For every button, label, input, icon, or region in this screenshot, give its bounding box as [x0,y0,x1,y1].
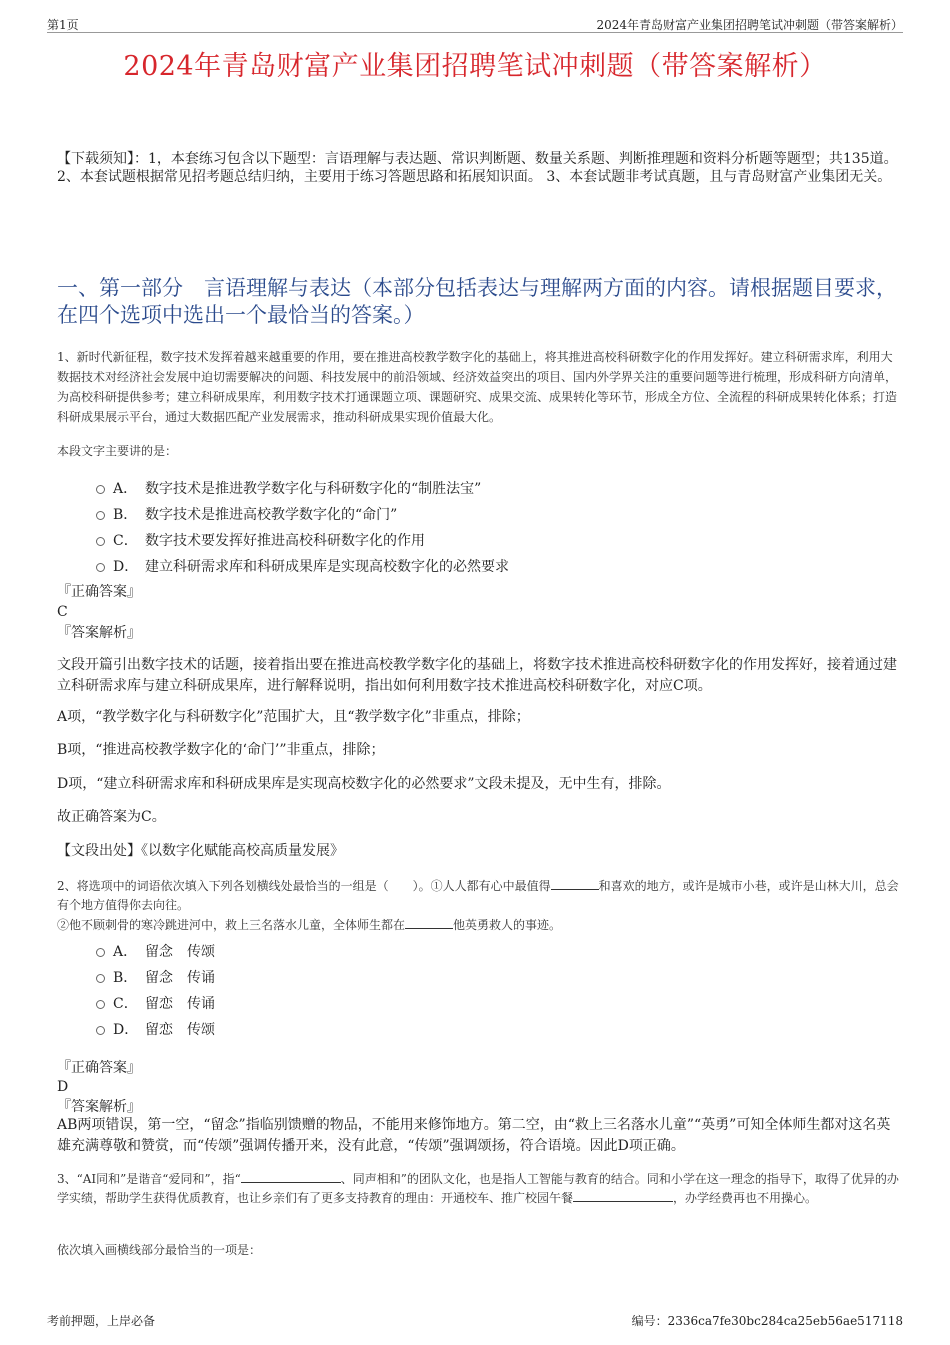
section-heading: 一、第一部分 言语理解与表达（本部分包括表达与理解两方面的内容。请根据题目要求，在四个选项中选出一个最恰当的答案。） [57,276,897,327]
q2-option-a[interactable]: A． 留念 传颂 [96,941,215,961]
q2-answer-label: 『正确答案』 [57,1060,141,1076]
q1-analysis: 文段开篇引出数字技术的话题，接着指出要在推进高校教学数字化的基础上，将数字技术推进高校科研数字化的作用发挥好，接着通过建立科研需求库与建立科研成果库，进行解释说明，指出如何利用数字技术推进高校科研数字化，对应C项。 [57,657,897,694]
blank-line [241,1182,341,1183]
q1-analysis-d: D项，“建立科研需求库和科研成果库是实现高校数字化的必然要求”文段未提及，无中生有，排除。 [57,776,671,792]
q2-option-c[interactable]: C． 留恋 传诵 [96,993,215,1013]
radio-icon[interactable] [96,485,105,494]
footer-code: 编号：2336ca7fe30bc284ca25eb56ae517118 [631,1314,903,1328]
q1-answer: C [57,604,68,620]
q2-analysis: AB两项错误，第一空，“留念”指临别馈赠的物品，不能用来修饰地方。第二空，由“救上三名落水儿童”“英勇”可知全体师生都对这名英雄充满尊敬和赞赏，而“传颂”强调传播开来，没有此意，“传颂”强调颂扬，符合语境。因此D项正确。 [57,1117,891,1154]
q2-option-b[interactable]: B． 留念 传诵 [96,967,215,987]
radio-icon[interactable] [96,1000,105,1009]
radio-icon[interactable] [96,974,105,983]
q1-option-b[interactable]: B． 数字技术是推进高校教学数字化的“命门” [96,504,397,524]
q2-answer: D [57,1079,69,1095]
page-header [47,14,903,33]
document-title: 2024年青岛财富产业集团招聘笔试冲刺题（带答案解析） [123,51,827,82]
q2-analysis-label: 『答案解析』 [57,1099,141,1115]
question-3-stem: 3、“AI同和”是谐音“爱同和”，指“ 、同声相和”的团队文化，也是指人工智能与教育的结合。同和小学在这一理念的指导下，取得了优异的办学实绩，帮助学生获得优质教育，也让乡亲们有了更多支持教育的理由：开通校车、推广校园午餐 ，办学经费再也不用操心。 [57,1172,899,1205]
q1-analysis-b: B项，“推进高校教学数字化的‘命门’”非重点，排除； [57,742,385,758]
blank-line [573,1201,673,1202]
question-1-prompt: 本段文字主要讲的是： [57,444,178,458]
q1-option-d[interactable]: D． 建立科研需求库和科研成果库是实现高校数字化的必然要求 [96,556,509,576]
q1-option-c[interactable]: C． 数字技术要发挥好推进高校科研数字化的作用 [96,530,425,550]
question-3-prompt: 依次填入画横线部分最恰当的一项是： [57,1243,262,1257]
radio-icon[interactable] [96,948,105,957]
footer-slogan: 考前押题，上岸必备 [47,1314,156,1328]
radio-icon[interactable] [96,537,105,546]
q1-analysis-a: A项，“教学数字化与科研数字化”范围扩大，且“教学数字化”非重点，排除； [57,709,530,725]
q2-option-d[interactable]: D． 留恋 传颂 [96,1019,215,1039]
q1-option-a[interactable]: A． 数字技术是推进教学数字化与科研数字化的“制胜法宝” [96,478,481,498]
q1-analysis-label: 『答案解析』 [57,625,141,641]
header-doc-title: 2024年青岛财富产业集团招聘笔试冲刺题（带答案解析） [596,18,903,32]
radio-icon[interactable] [96,511,105,520]
page-number: 第1页 [47,18,79,32]
q1-conclusion: 故正确答案为C。 [57,809,166,825]
download-notice: 【下载须知】：1，本套练习包含以下题型：言语理解与表达题、常识判断题、数量关系题、判断推理题和资料分析题等题型；共135道。 2、本套试题根据常见招考题总结归纳，主要用于练习答题思路和拓展知识面。 3、本套试题非考试真题，且与青岛财富产业集团无关。 [57,151,898,185]
radio-icon[interactable] [96,563,105,572]
question-2-stem-2: ②他不顾刺骨的寒冷跳进河中，救上三名落水儿童，全体师生都在 他英勇救人的事迹。 [57,918,562,932]
question-2-stem: 2、将选项中的词语依次填入下列各划横线处最恰当的一组是（ ）。①人人都有心中最值得 和喜欢的地方，或许是城市小巷，或许是山林大川，总会有个地方值得你去向往。 [57,879,899,912]
q1-source: 【文段出处】《以数字化赋能高校高质量发展》 [57,843,344,859]
blank-line [405,928,453,929]
q1-answer-label: 『正确答案』 [57,584,141,600]
blank-line [551,889,599,890]
radio-icon[interactable] [96,1026,105,1035]
question-1-stem: 1、新时代新征程，数字技术发挥着越来越重要的作用，要在推进高校教学数字化的基础上，将其推进高校科研数字化的作用发挥好。建立科研需求库，利用大数据技术对经济社会发展中迫切需要解决的问题、科技发展中的前沿领域、经济效益突出的项目、国内外学界关注的重要问题等进行梳理，形成科研方向清单，为高校科研提供参考；建立科研成果库，利用数字技术打通课题立项、课题研究、成果交流、成果转化等环节，形成全方位、全流程的科研成果转化体系；打造科研成果展示平台，通过大数据匹配产业发展需求，推动科研成果实现价值最大化。 [57,350,898,424]
